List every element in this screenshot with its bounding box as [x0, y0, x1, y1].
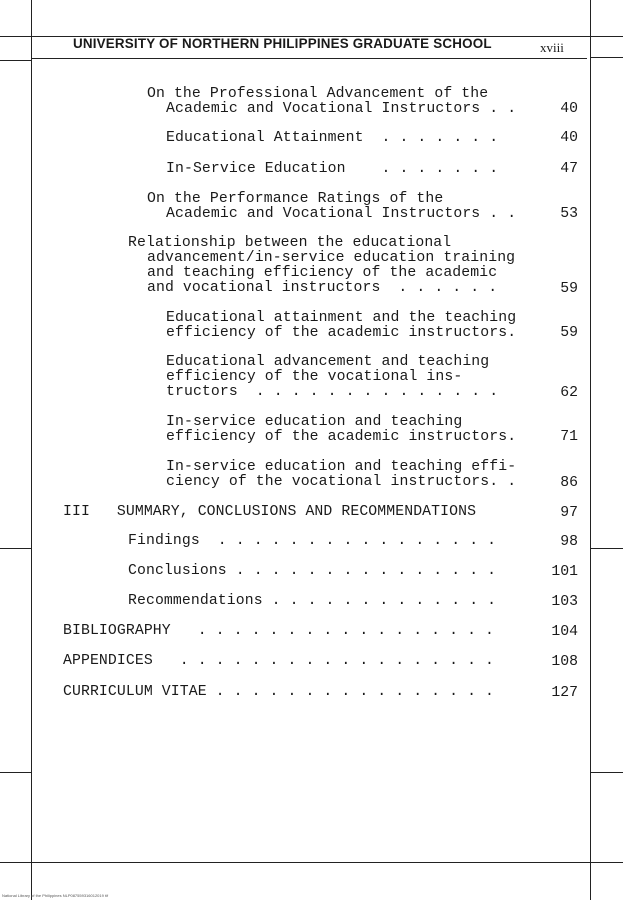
toc-line: Relationship between the educational: [128, 235, 452, 251]
right-vertical-rule: [590, 0, 591, 900]
toc-line: Academic and Vocational Instructors . .: [166, 101, 517, 117]
toc-line: On the Performance Ratings of the: [147, 191, 444, 207]
toc-page-number: 47: [560, 161, 578, 177]
toc-page-number: 40: [560, 130, 578, 146]
toc-line: efficiency of the academic instructors.: [166, 325, 517, 341]
header-underline-right: [590, 57, 623, 58]
toc-line: APPENDICES . . . . . . . . . . . . . . . . . .: [63, 653, 495, 669]
scan-credit: National Library of the Philippines NLP087559316012019 tif: [2, 893, 109, 898]
toc-page-number: 103: [551, 594, 578, 610]
toc-line: Educational attainment and the teaching: [166, 310, 517, 326]
toc-line: CURRICULUM VITAE . . . . . . . . . . . . . . . .: [63, 684, 495, 700]
right-tick-2: [590, 772, 623, 773]
toc-page-number: 98: [560, 534, 578, 550]
toc-line: Academic and Vocational Instructors . .: [166, 206, 517, 222]
toc-chapter-heading: III SUMMARY, CONCLUSIONS AND RECOMMENDATIONS: [63, 504, 477, 520]
toc-line: In-service education and teaching effi-: [166, 459, 517, 475]
toc-line: efficiency of the vocational ins-: [166, 369, 463, 385]
header-underline-left: [0, 60, 32, 61]
toc-line: advancement/in-service education training: [147, 250, 516, 266]
toc-line: Educational advancement and teaching: [166, 354, 490, 370]
toc-page-number: 53: [560, 206, 578, 222]
toc-page-number: 86: [560, 475, 578, 491]
bottom-rule: [0, 862, 623, 863]
toc-line: tructors . . . . . . . . . . . . . .: [166, 384, 499, 400]
toc-page-number: 62: [560, 385, 578, 401]
toc-line: Conclusions . . . . . . . . . . . . . . .: [128, 563, 497, 579]
toc-page-number: 59: [560, 281, 578, 297]
toc-line: On the Professional Advancement of the: [147, 86, 489, 102]
left-tick-2: [0, 772, 32, 773]
toc-line: In-service education and teaching: [166, 414, 463, 430]
toc-page-number: 104: [551, 624, 578, 640]
header-underline: [32, 58, 587, 59]
toc-line: Educational Attainment . . . . . . .: [166, 130, 499, 146]
toc-line: ciency of the vocational instructors. .: [166, 474, 517, 490]
toc-line: In-Service Education . . . . . . .: [166, 161, 499, 177]
toc-line: and vocational instructors . . . . . .: [147, 280, 498, 296]
toc-page-number: 71: [560, 429, 578, 445]
page-header: UNIVERSITY OF NORTHERN PHILIPPINES GRADUATE SCHOOL: [73, 36, 492, 51]
toc-line: Findings . . . . . . . . . . . . . . . .: [128, 533, 497, 549]
page-number: xviii: [540, 40, 564, 55]
toc-page-number: 97: [560, 505, 578, 521]
toc-page-number: 59: [560, 325, 578, 341]
toc-page-number: 101: [551, 564, 578, 580]
toc-line: efficiency of the academic instructors.: [166, 429, 517, 445]
toc-line: and teaching efficiency of the academic: [147, 265, 498, 281]
toc-line: BIBLIOGRAPHY . . . . . . . . . . . . . . . . .: [63, 623, 495, 639]
toc-page-number: 127: [551, 685, 578, 701]
toc-page-number: 108: [551, 654, 578, 670]
left-vertical-rule: [31, 0, 32, 900]
toc-page-number: 40: [560, 101, 578, 117]
right-tick-1: [590, 548, 623, 549]
toc-line: Recommendations . . . . . . . . . . . . .: [128, 593, 497, 609]
left-tick-1: [0, 548, 32, 549]
